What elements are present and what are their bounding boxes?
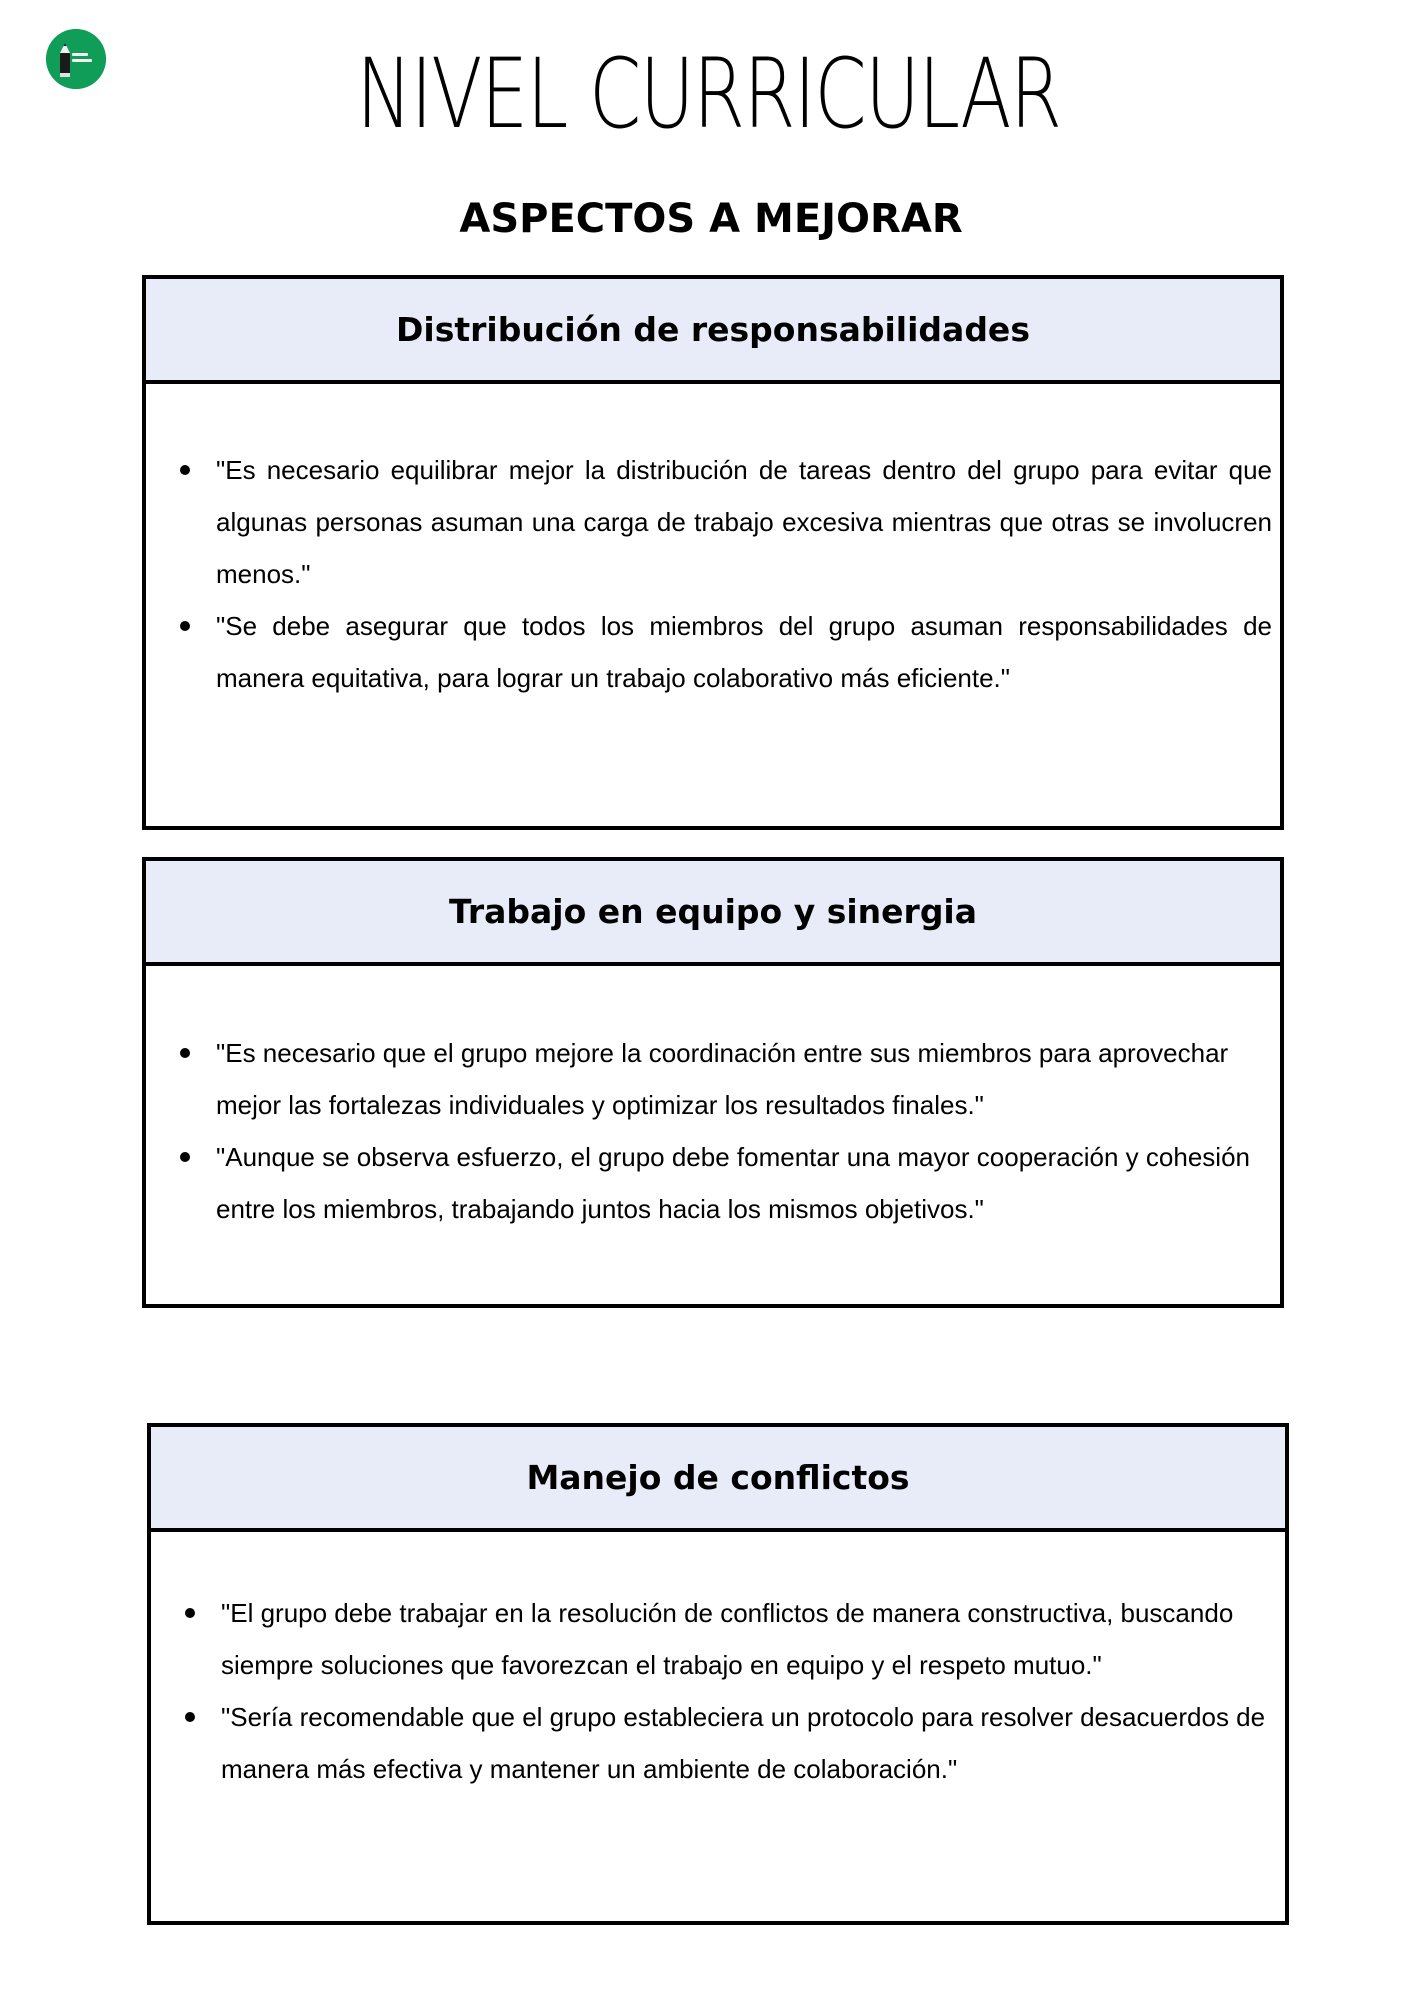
section-list <box>216 444 1272 704</box>
bullet-icon <box>185 1608 195 1618</box>
pencil-logo-icon <box>46 29 106 89</box>
bullet-icon <box>180 621 190 631</box>
page-subtitle: ASPECTOS A MEJORAR <box>459 196 963 242</box>
list-item-text: "Sería recomendable que el grupo estableciera un protocolo para resolver desacuerdos de manera más efectiva y mantener un ambiente de colaboración." <box>221 1702 1266 1784</box>
bullet-icon <box>185 1712 195 1722</box>
page-title: NIVEL CURRICULAR <box>356 38 1061 150</box>
section-header: Trabajo en equipo y sinergia <box>146 861 1280 966</box>
list-item <box>216 1131 1272 1235</box>
list-item-text: "Es necesario equilibrar mejor la distribución de tareas dentro del grupo para evitar que algunas personas asuman una carga de trabajo excesiva mientras que otras se involucren menos." <box>216 455 1272 589</box>
list-item-text: "Aunque se observa esfuerzo, el grupo debe fomentar una mayor cooperación y cohesión entre los miembros, trabajando juntos hacia los mismos objetivos." <box>216 1142 1250 1224</box>
list-item <box>221 1691 1277 1795</box>
section-card-distribucion <box>142 275 1284 830</box>
list-item <box>221 1587 1277 1691</box>
list-item-text: "Se debe asegurar que todos los miembros del grupo asuman responsabilidades de manera equitativa, para lograr un trabajo colaborativo más eficiente." <box>216 611 1272 693</box>
bullet-icon <box>180 465 190 475</box>
list-item <box>216 600 1272 704</box>
section-list <box>221 1587 1277 1795</box>
list-item <box>216 444 1272 600</box>
bullet-icon <box>180 1152 190 1162</box>
section-header: Distribución de responsabilidades <box>146 279 1280 384</box>
list-item-text: "Es necesario que el grupo mejore la coordinación entre sus miembros para aprovechar mejor las fortalezas individuales y optimizar los resultados finales." <box>216 1038 1229 1120</box>
section-card-manejo-de-conflictos <box>147 1423 1289 1925</box>
section-header: Manejo de conflictos <box>151 1427 1285 1532</box>
list-item-text: "El grupo debe trabajar en la resolución de conflictos de manera constructiva, buscando siempre soluciones que favorezcan el trabajo en equipo y el respeto mutuo." <box>221 1598 1234 1680</box>
section-list <box>216 1027 1272 1235</box>
list-item <box>216 1027 1272 1131</box>
logo <box>46 29 106 89</box>
section-card-trabajo-en-equipo <box>142 857 1284 1308</box>
bullet-icon <box>180 1048 190 1058</box>
